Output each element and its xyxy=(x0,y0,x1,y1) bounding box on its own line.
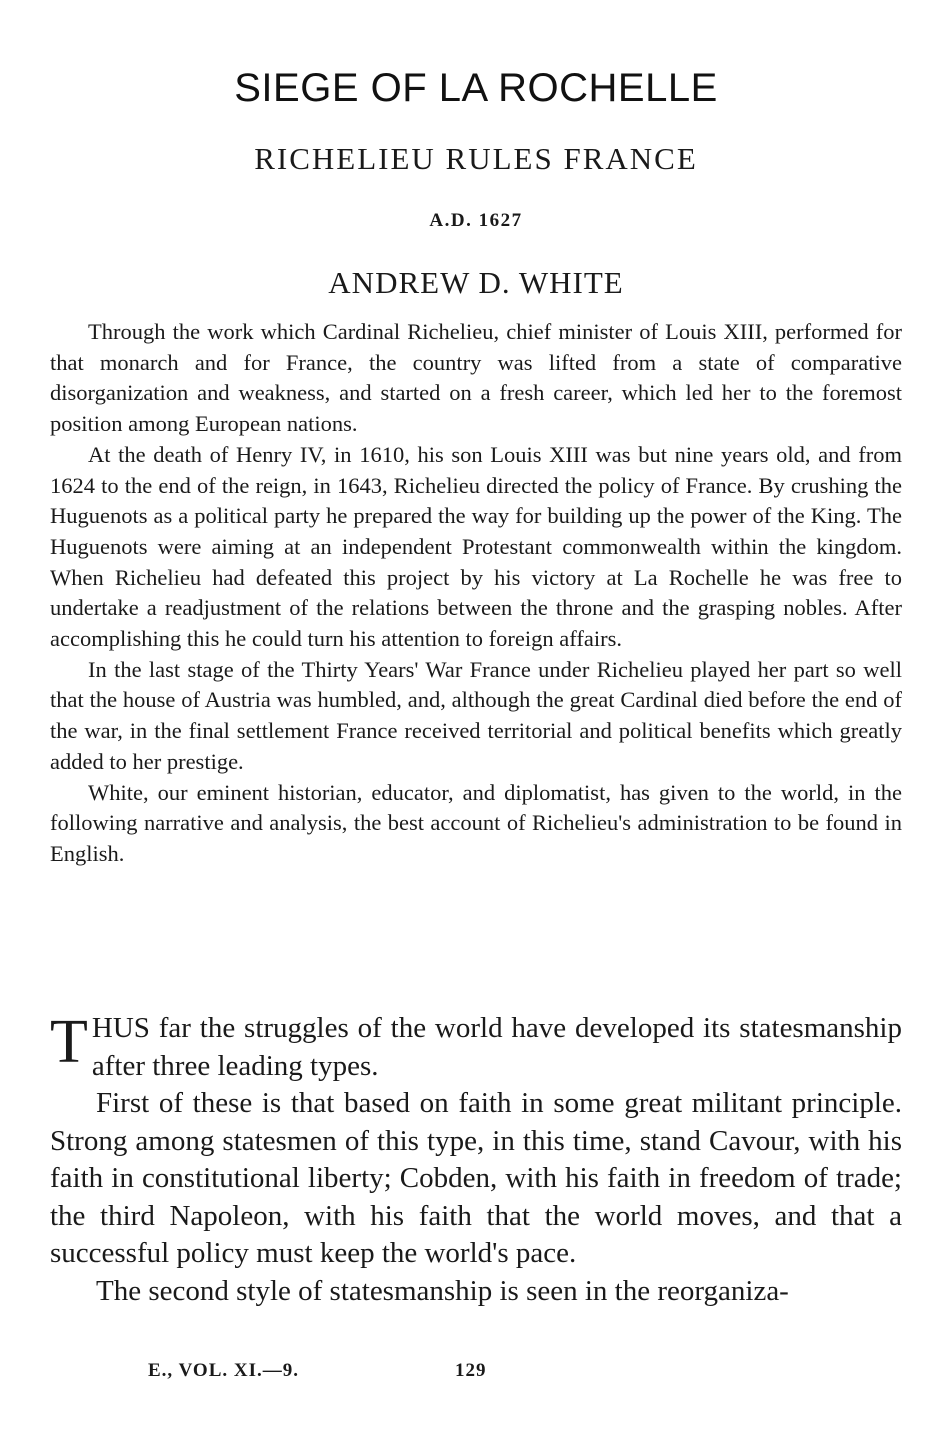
drop-cap: T xyxy=(50,1008,88,1076)
intro-paragraph: White, our eminent historian, educator, and diplomatist, has given to the world, in the following narrative and analysis, the best account of Richelieu's administration to be found in English. xyxy=(50,779,902,866)
opening-paragraph xyxy=(50,1010,902,1085)
body-paragraph: The second style of statesmanship is seen in the reorganiza- xyxy=(96,1274,789,1307)
intro-paragraph: Through the work which Cardinal Richelieu, chief minister of Louis XIII, performed for that monarch and for France, the country was lifted from a state of comparative disorganization and weakness, and started on a fresh career, which led her to the foremost position among European nations. xyxy=(50,319,902,437)
chapter-title: SIEGE OF LA ROCHELLE xyxy=(234,66,718,110)
opening-paragraph-text: HUS far the struggles of the world have developed its statesmanship after three leading types. xyxy=(91,1012,902,1082)
page-number: 129 xyxy=(455,1360,487,1381)
signature-mark: E., VOL. XI.—9. xyxy=(148,1360,299,1381)
chapter-date: A.D. 1627 xyxy=(429,210,523,231)
intro-paragraph: In the last stage of the Thirty Years' War France under Richelieu played her part so well that the house of Austria was humbled, and, although the great Cardinal died before the end of the war, in the final settlement France received territorial and political benefits which greatly added to her prestige. xyxy=(50,656,902,774)
main-text xyxy=(50,1010,902,1310)
book-page xyxy=(50,0,902,1454)
chapter-author: ANDREW D. WHITE xyxy=(328,265,624,300)
editorial-introduction xyxy=(50,317,902,870)
chapter-subtitle: RICHELIEU RULES FRANCE xyxy=(254,141,698,176)
intro-paragraph: At the death of Henry IV, in 1610, his son Louis XIII was but nine years old, and from 1624 to the end of the reign, in 1643, Richelieu directed the policy of France. By crushing the Huguenots as a political party he prepared the way for building up the power of the King. The Huguenots were aiming at an independent Protestant commonwealth within the kingdom. When Richelieu had defeated this project by his victory at La Rochelle he was free to undertake a readjustment of the relations between the throne and the grasping nobles. After accomplishing this he could turn his attention to foreign affairs. xyxy=(50,441,902,652)
body-paragraph: First of these is that based on faith in some great militant principle. Strong among statesmen of this type, in this time, stand Cavour, with his faith in constitutional liberty; Cobden, with his faith in freedom of trade; the third Napoleon, with his faith that the world moves, and that a successful policy must keep the world's pace. xyxy=(50,1087,902,1269)
page-footer xyxy=(50,1360,902,1390)
